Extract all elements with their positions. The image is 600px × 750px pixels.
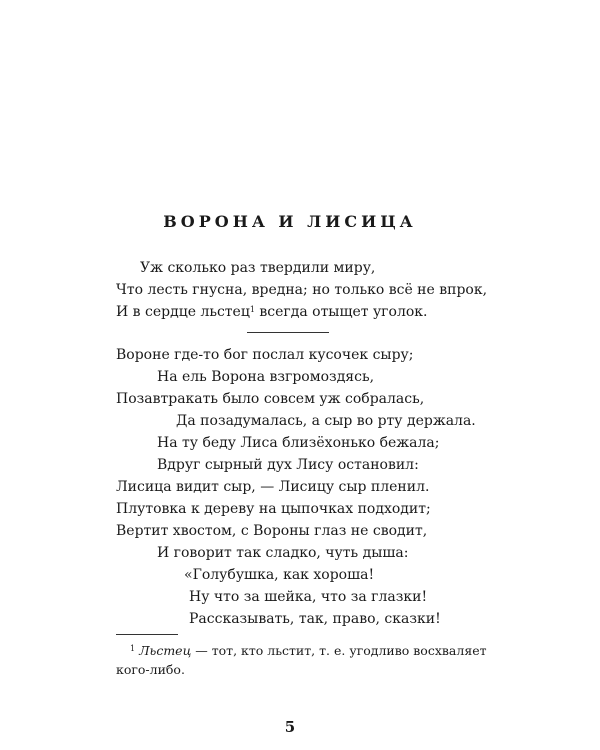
page-number: 5	[284, 718, 296, 736]
poem-line: Ну что за шейка, что за глазки!	[189, 589, 428, 605]
poem-line: Вороне где-то бог послал кусочек сыру;	[116, 347, 414, 363]
intro-text: И в сердце льстец	[116, 304, 250, 320]
poem-line: И говорит так сладко, чуть дыша:	[157, 545, 409, 561]
footnote-divider	[116, 634, 178, 635]
footnote-mark: 1	[130, 644, 136, 653]
footnote-line: кого-либо.	[116, 662, 185, 677]
intro-text: всегда отыщет уголок.	[259, 304, 428, 320]
poem-line: Рассказывать, так, право, сказки!	[189, 611, 441, 627]
intro-line	[116, 303, 427, 321]
footnote-ref: 1	[249, 305, 255, 314]
poem-line: Плутовка к дереву на цыпочках подходит;	[116, 501, 431, 517]
intro-line: Уж сколько раз твердили миру,	[140, 260, 376, 276]
intro-line: Что лесть гнусна, вредна; но только всё не впрок,	[116, 282, 488, 298]
section-divider	[247, 332, 329, 333]
poem-line: На ту беду Лиса близёхонько бежала;	[157, 435, 440, 451]
poem-line: Лисица видит сыр, — Лисицу сыр пленил.	[116, 479, 430, 495]
footnote-line	[130, 642, 487, 660]
poem-title: ВОРОНА И ЛИСИЦА	[163, 212, 417, 231]
poem-line: Вертит хвостом, с Вороны глаз не сводит,	[116, 523, 428, 539]
poem-line: «Голубушка, как хороша!	[184, 567, 375, 583]
poem-line: Да позадумалась, а сыр во рту держала.	[176, 413, 476, 429]
footnote-term: Льстец	[139, 643, 192, 658]
poem-line: Вдруг сырный дух Лису остановил:	[157, 457, 419, 473]
poem-line: На ель Ворона взгромоздясь,	[157, 369, 375, 385]
footnote-text: — тот, кто льстит, т. е. угодливо восхваляет	[191, 643, 487, 658]
poem-line: Позавтракать было совсем уж собралась,	[116, 391, 425, 407]
